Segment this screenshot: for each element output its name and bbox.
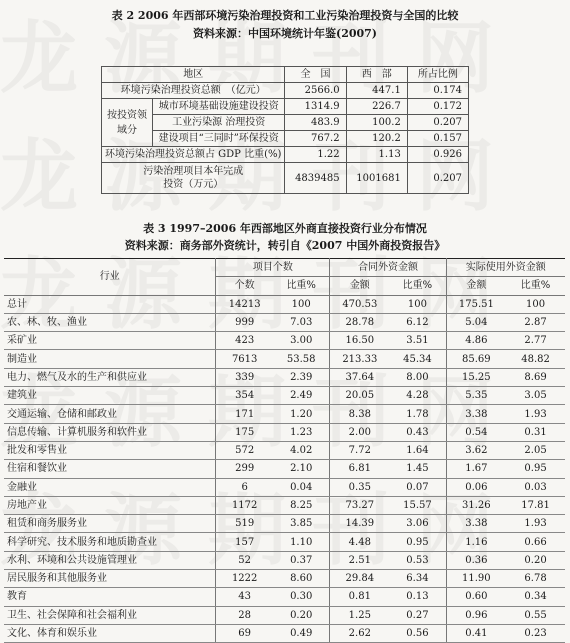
- table3-cell-value: 0.03: [506, 478, 565, 496]
- table3-cell-value: 0.53: [389, 551, 446, 569]
- table3-cell-value: 28.78: [330, 313, 389, 331]
- table3-cell-value: 1222: [216, 570, 273, 588]
- table3-cell-value: 3.85: [273, 515, 330, 533]
- table3-cell-value: 0.30: [273, 588, 330, 606]
- table3-header-contract: 合同外资金额: [330, 259, 446, 277]
- table2-row-label: 污染治理项目本年完成投资（万元）: [102, 163, 285, 194]
- table2-cell-national: 1.22: [285, 147, 346, 163]
- table2-cell-ratio: 0.174: [407, 83, 468, 99]
- table3-cell-value: 0.95: [506, 460, 565, 478]
- table3-cell-value: 4.48: [330, 533, 389, 551]
- table3-cell-value: 29.84: [330, 570, 389, 588]
- table3-cell-value: 0.41: [446, 624, 506, 642]
- table-row: [4, 332, 565, 350]
- table3-cell-value: 2.51: [330, 551, 389, 569]
- table3-cell-value: 0.54: [446, 423, 506, 441]
- table2-row-label: 环境污染治理投资总额 （亿元）: [102, 83, 285, 99]
- table3-subheader: 个数: [216, 277, 273, 295]
- table3-subheader: 比重%: [273, 277, 330, 295]
- table3-cell-value: 6.12: [389, 313, 446, 331]
- table3-cell-value: 14.39: [330, 515, 389, 533]
- table3-cell-value: 16.50: [330, 332, 389, 350]
- table3-caption-source: 资料来源：商务部外资统计，转引自《2007 中国外商投资报告》: [124, 239, 446, 252]
- table3-cell-value: 8.00: [389, 368, 446, 386]
- table3-cell-industry: 租赁和商务服务业: [4, 515, 216, 533]
- table3-cell-industry: 农、林、牧、渔业: [4, 313, 216, 331]
- table-row: [4, 533, 565, 551]
- table3-cell-value: 7.03: [273, 313, 330, 331]
- table3-cell-value: 15.25: [446, 368, 506, 386]
- table3-cell-industry: 电力、燃气及水的生产和供应业: [4, 368, 216, 386]
- table2-header-west: 西 部: [346, 67, 407, 83]
- table-row: [4, 387, 565, 405]
- table2-cell-west: 1.13: [346, 147, 407, 163]
- table3-cell-value: 572: [216, 441, 273, 459]
- table-row: [4, 478, 565, 496]
- table2-header-national: 全 国: [285, 67, 346, 83]
- table3-cell-value: 1.67: [446, 460, 506, 478]
- table3-cell-value: 4.02: [273, 441, 330, 459]
- table3-cell-value: 0.31: [506, 423, 565, 441]
- table3-cell-value: 3.62: [446, 441, 506, 459]
- table3-cell-value: 37.64: [330, 368, 389, 386]
- table2-cell-ratio: 0.207: [407, 163, 468, 194]
- table3-cell-value: 4.86: [446, 332, 506, 350]
- table3-cell-value: 5.04: [446, 313, 506, 331]
- table2-cell-west: 447.1: [346, 83, 407, 99]
- table3-cell-value: 354: [216, 387, 273, 405]
- table3-cell-value: 20.05: [330, 387, 389, 405]
- table3-cell-value: 3.05: [506, 387, 565, 405]
- table-row: [4, 606, 565, 624]
- table-row: [4, 496, 565, 514]
- table3-cell-value: 3.51: [389, 332, 446, 350]
- table2-row-label: 环境污染治理投资总额占 GDP 比重(%): [102, 147, 285, 163]
- table3-cell-value: 8.69: [506, 368, 565, 386]
- table3-cell-value: 423: [216, 332, 273, 350]
- table3-cell-value: 5.35: [446, 387, 506, 405]
- table3-cell-value: 2.62: [330, 624, 389, 642]
- table3-cell-value: 45.34: [389, 350, 446, 368]
- table3-cell-value: 0.43: [389, 423, 446, 441]
- table3-cell-value: 1.64: [389, 441, 446, 459]
- table3-cell-value: 0.13: [389, 588, 446, 606]
- table3-cell-value: 339: [216, 368, 273, 386]
- table3-cell-value: 0.81: [330, 588, 389, 606]
- table3-cell-value: 0.60: [446, 588, 506, 606]
- table3-subheader: 比重%: [506, 277, 565, 295]
- table3-cell-value: 6.78: [506, 570, 565, 588]
- table-row: [102, 99, 469, 115]
- table2-cell-west: 1001681: [346, 163, 407, 194]
- table2-header-ratio: 所占比例: [407, 67, 468, 83]
- table3-header-industry: 行业: [4, 259, 216, 296]
- table2-cell-west: 120.2: [346, 131, 407, 147]
- table3-cell-value: 6: [216, 478, 273, 496]
- table3-cell-value: 8.25: [273, 496, 330, 514]
- table3-header-actual: 实际使用外资金额: [446, 259, 565, 277]
- table3-cell-industry: 文化、体育和娱乐业: [4, 624, 216, 642]
- table-row: [4, 441, 565, 459]
- table3-cell-industry: 采矿业: [4, 332, 216, 350]
- table-row: [4, 423, 565, 441]
- table3-cell-value: 3.00: [273, 332, 330, 350]
- table3-cell-value: 3.06: [389, 515, 446, 533]
- table2-header-region: 地区: [102, 67, 285, 83]
- table3-cell-value: 69: [216, 624, 273, 642]
- table2-cell-west: 100.2: [346, 115, 407, 131]
- table-row: [4, 350, 565, 368]
- table3-cell-value: 0.56: [389, 624, 446, 642]
- table-row: [4, 624, 565, 642]
- table-row: [4, 313, 565, 331]
- table3-cell-value: 6.34: [389, 570, 446, 588]
- table3-cell-value: 175.51: [446, 295, 506, 313]
- table3-cell-value: 1.93: [506, 515, 565, 533]
- table2-header-row: [102, 67, 469, 83]
- table3-cell-value: 2.00: [330, 423, 389, 441]
- table3-cell-value: 73.27: [330, 496, 389, 514]
- table3-cell-industry: 卫生、社会保障和社会福利业: [4, 606, 216, 624]
- table3-cell-value: 43: [216, 588, 273, 606]
- table3-cell-value: 1.20: [273, 405, 330, 423]
- table-row: [102, 147, 469, 163]
- table3-cell-value: 2.39: [273, 368, 330, 386]
- table3-cell-value: 8.60: [273, 570, 330, 588]
- table3-cell-value: 171: [216, 405, 273, 423]
- table3-subheader: 比重%: [389, 277, 446, 295]
- table2-cell-national: 2566.0: [285, 83, 346, 99]
- table-row: [4, 295, 565, 313]
- table3-cell-value: 0.20: [506, 551, 565, 569]
- table3-cell-value: 519: [216, 515, 273, 533]
- table3-cell-value: 14213: [216, 295, 273, 313]
- table-row: [4, 460, 565, 478]
- table-row: [102, 131, 469, 147]
- table3-cell-value: 52: [216, 551, 273, 569]
- table2-group-label: 按投资领域分: [102, 99, 153, 147]
- table3-cell-value: 0.35: [330, 478, 389, 496]
- table3-subheader: 金额: [330, 277, 389, 295]
- table3-cell-value: 2.05: [506, 441, 565, 459]
- table3-cell-value: 0.23: [506, 624, 565, 642]
- table3-cell-value: 1.23: [273, 423, 330, 441]
- table3-cell-value: 0.07: [389, 478, 446, 496]
- table3-cell-value: 0.95: [389, 533, 446, 551]
- table-row: [4, 570, 565, 588]
- table2-cell-ratio: 0.172: [407, 99, 468, 115]
- table-row: [102, 115, 469, 131]
- table3-caption-title: 表 3 1997–2006 年西部地区外商直接投资行业分布情况: [143, 222, 427, 235]
- table3-cell-value: 999: [216, 313, 273, 331]
- table3-cell-value: 2.10: [273, 460, 330, 478]
- table2-cell-national: 4839485: [285, 163, 346, 194]
- table3-cell-value: 0.49: [273, 624, 330, 642]
- table3-cell-value: 3.38: [446, 405, 506, 423]
- table3-cell-value: 100: [506, 295, 565, 313]
- table3-cell-industry: 总计: [4, 295, 216, 313]
- table3-cell-value: 0.37: [273, 551, 330, 569]
- table3-cell-industry: 房地产业: [4, 496, 216, 514]
- table3-cell-value: 7613: [216, 350, 273, 368]
- table2-row-label: 建设项目“三同时”环保投资: [153, 131, 285, 147]
- table2-cell-national: 483.9: [285, 115, 346, 131]
- table3-cell-industry: 交通运输、仓储和邮政业: [4, 405, 216, 423]
- table3-cell-value: 0.04: [273, 478, 330, 496]
- table3-cell-value: 31.26: [446, 496, 506, 514]
- table3-cell-value: 17.81: [506, 496, 565, 514]
- table3-cell-value: 0.36: [446, 551, 506, 569]
- table3-cell-value: 0.66: [506, 533, 565, 551]
- table3-cell-value: 0.06: [446, 478, 506, 496]
- table3-cell-value: 1.16: [446, 533, 506, 551]
- table3-cell-value: 175: [216, 423, 273, 441]
- table3-group-header-row: [4, 259, 565, 277]
- table2-cell-ratio: 0.157: [407, 131, 468, 147]
- table3-cell-value: 4.28: [389, 387, 446, 405]
- table3-cell-industry: 水利、环境和公共设施管理业: [4, 551, 216, 569]
- table3-cell-industry: 金融业: [4, 478, 216, 496]
- table3-cell-value: 0.96: [446, 606, 506, 624]
- table3-cell-value: 100: [389, 295, 446, 313]
- table3-cell-value: 11.90: [446, 570, 506, 588]
- table3-cell-value: 0.27: [389, 606, 446, 624]
- table3-cell-value: 299: [216, 460, 273, 478]
- table2-cell-ratio: 0.207: [407, 115, 468, 131]
- table3-cell-industry: 科学研究、技术服务和地质勘查业: [4, 533, 216, 551]
- table3-cell-value: 2.49: [273, 387, 330, 405]
- table3-body: [4, 295, 565, 643]
- table3-cell-value: 1172: [216, 496, 273, 514]
- table3-cell-value: 213.33: [330, 350, 389, 368]
- table3-cell-value: 1.10: [273, 533, 330, 551]
- table3-cell-value: 28: [216, 606, 273, 624]
- table3-cell-value: 6.81: [330, 460, 389, 478]
- table3-cell-value: 1.78: [389, 405, 446, 423]
- table3-cell-industry: 批发和零售业: [4, 441, 216, 459]
- table2-cell-ratio: 0.926: [407, 147, 468, 163]
- table3-cell-value: 0.55: [506, 606, 565, 624]
- table3-cell-value: 0.20: [273, 606, 330, 624]
- table3-cell-value: 53.58: [273, 350, 330, 368]
- table-row: [102, 163, 469, 194]
- table3-cell-value: 48.82: [506, 350, 565, 368]
- table3-cell-value: 7.72: [330, 441, 389, 459]
- table-row: [4, 515, 565, 533]
- table3-subheader: 金额: [446, 277, 506, 295]
- table2-caption-title: 表 2 2006 年西部环境污染治理投资和工业污染治理投资与全国的比较: [111, 9, 459, 22]
- table-row: [4, 405, 565, 423]
- table3-cell-value: 1.25: [330, 606, 389, 624]
- table-row: [4, 368, 565, 386]
- table3: [4, 258, 565, 643]
- table2-cell-national: 1314.9: [285, 99, 346, 115]
- table3-cell-industry: 居民服务和其他服务业: [4, 570, 216, 588]
- table2-row-label: 城市环境基础设施建设投资: [153, 99, 285, 115]
- table3-header-projects: 项目个数: [216, 259, 330, 277]
- table2-cell-west: 226.7: [346, 99, 407, 115]
- table3-cell-value: 15.57: [389, 496, 446, 514]
- table3-cell-value: 157: [216, 533, 273, 551]
- table2-caption-source: 资料来源：中国环境统计年鉴(2007): [192, 27, 378, 40]
- table3-cell-industry: 信息传输、计算机服务和软件业: [4, 423, 216, 441]
- table3-cell-industry: 住宿和餐饮业: [4, 460, 216, 478]
- table3-cell-industry: 建筑业: [4, 387, 216, 405]
- table3-cell-value: 100: [273, 295, 330, 313]
- table2-row-label: 工业污染源 治理投资: [153, 115, 285, 131]
- table-row: [4, 588, 565, 606]
- table-row: [102, 83, 469, 99]
- table3-cell-value: 2.87: [506, 313, 565, 331]
- table3-cell-value: 1.93: [506, 405, 565, 423]
- table-row: [4, 551, 565, 569]
- table2: [101, 66, 469, 194]
- table3-cell-value: 470.53: [330, 295, 389, 313]
- table3-cell-value: 8.38: [330, 405, 389, 423]
- table3-cell-value: 2.77: [506, 332, 565, 350]
- table3-cell-value: 0.34: [506, 588, 565, 606]
- table3-cell-industry: 教育: [4, 588, 216, 606]
- table3-cell-value: 3.38: [446, 515, 506, 533]
- table3-cell-value: 85.69: [446, 350, 506, 368]
- table2-cell-national: 767.2: [285, 131, 346, 147]
- table3-cell-value: 1.45: [389, 460, 446, 478]
- table3-cell-industry: 制造业: [4, 350, 216, 368]
